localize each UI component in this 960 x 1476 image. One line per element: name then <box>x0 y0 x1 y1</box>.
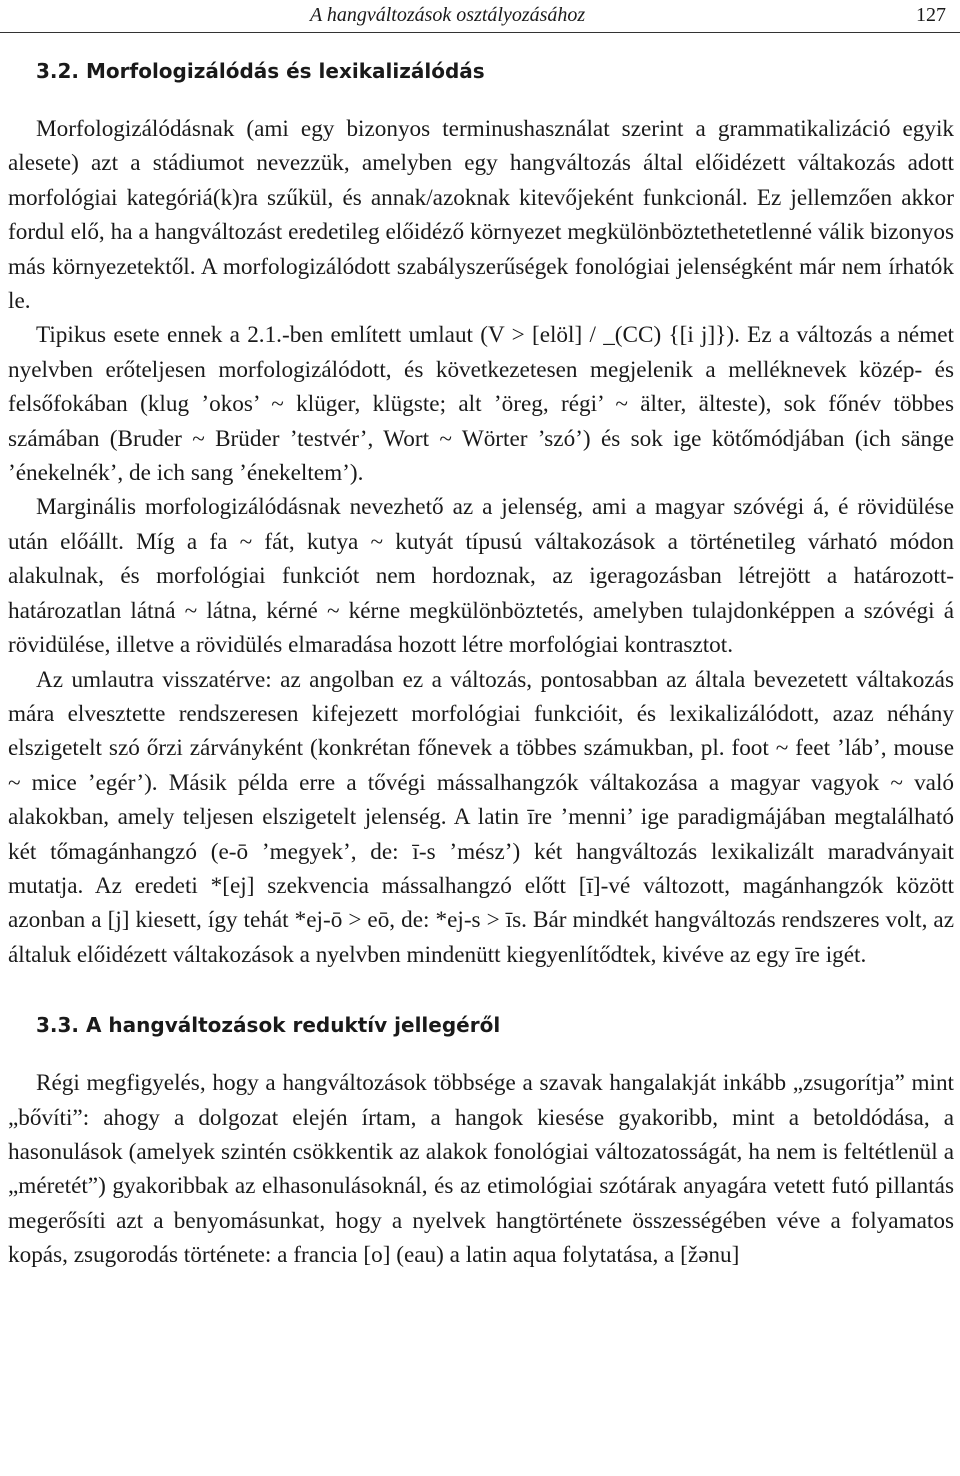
paragraph: Régi megfigyelés, hogy a hangváltozások többsége a szavak hangalakját inkább „zsugorítja” mint „bővíti”: ahogy a dolgozat elején írtam, a hangok kiesése gyakoribb, mint a betoldódása, a hasonulások (amelyek szintén csökkentik az alakok fonológiai változatosságát, ha nem is feltétlenül a „méretét”) gyakoribbak az elhasonulásoknál, és az etimológiai szótárak anyagára vetett futó pillantás megerősíti azt a benyomásunkat, hogy a nyelvek hangtörténete összességében véve a folyamatos kopás, zsugorodás története: a francia [o] (eau) a latin aqua folytatása, a [žənu] <box>8 1070 954 1269</box>
page-number: 127 <box>916 4 946 26</box>
paragraph: Marginális morfologizálódásnak nevezhető az a jelenség, ami a magyar szóvégi á, é rövidülése után előállt. Míg a fa ~ fát, kutya ~ kutyát típusú váltakozások a történetileg várható módon alakulnak, és morfológiai funkciót nem hordoznak, az igeragozásban létrejött a határozott-határozatlan látná ~ látna, kérné ~ kérne megkülönböztetés, amelyben tulajdonképpen a szóvégi á rövidülése, illetve a rövidülés elmaradása hozott létre morfológiai kontrasztot. <box>8 494 954 659</box>
paragraph: Tipikus esete ennek a 2.1.-ben említett umlaut (V > [elöl] / _(CC) {[i j]}). Ez a változás a német nyelvben erőteljesen morfologizálódott, és következetesen megjelenik a melléknevek közép- és felsőfokában (klug ’okos’ ~ klüger, klügste; alt ’öreg, régi’ ~ älter, älteste), sok főnév többes számában (Bruder ~ Brüder ’testvér’, Wort ~ Wörter ’szó’) és sok ige kötőmódjában (ich sänge ’énekelnék’, de ich sang ’énekeltem’). <box>8 322 954 487</box>
running-header <box>0 0 960 34</box>
paragraph: Az umlautra visszatérve: az angolban ez a változás, pontosabban az általa bevezetett váltakozás mára elvesztette rendszeresen kifejezett morfológiai funkcióit, és lexikalizálódott, azaz néhány elszigetelt szó őrzi zárványként (konkrétan főnevek a többes számukban, pl. foot ~ feet ’láb’, mouse ~ mice ’egér’). Másik példa erre a tővégi mássalhangzók váltakozása a magyar vagyok ~ való alakokban, amely teljesen elszigetelt jelenség. A latin īre ’menni’ ige paradigmájában megtalálható két tőmagánhangzó (e-ō ’megyek’, de: ī-s ’mész’) két hangváltozás lexikalizált maradványait mutatja. Az eredeti *[ej] szekvencia mássalhangzó előtt [ī]-vé változott, magánhangzók között azonban a [j] kiesett, így tehát *ej-ō > eō, de: *ej-s > īs. Bár mindkét hangváltozás rendszeres volt, az általuk előidézett váltakozások a nyelvben mindenütt kiegyenlítődtek, kivéve az egy īre igét. <box>8 666 954 968</box>
section-heading-3-2: 3.2. Morfologizálódás és lexikalizálódás <box>36 59 485 83</box>
running-title: A hangváltozások osztályozásához <box>310 4 586 26</box>
header-rule <box>0 32 960 33</box>
section-heading-3-3: 3.3. A hangváltozások reduktív jellegéről <box>36 1013 501 1038</box>
page-body <box>8 54 954 1273</box>
paragraph: Morfologizálódásnak (ami egy bizonyos terminushasználat szerint a grammatikalizáció egyik alesete) azt a stádiumot nevezzük, amelyben egy hangváltozás által előidézett váltakozás adott morfológiai kategóriá(k)ra szűkül, és annak/azoknak kitevőjeként funkcionál. Ez jellemzően akkor fordul elő, ha a hangváltozást eredetileg előidéző környezet megkülönböztethetetlenné válik bizonyos más környezetektől. A morfologizálódott szabályszerűségek fonológiai jelenségként már nem írhatók le. <box>8 116 954 315</box>
